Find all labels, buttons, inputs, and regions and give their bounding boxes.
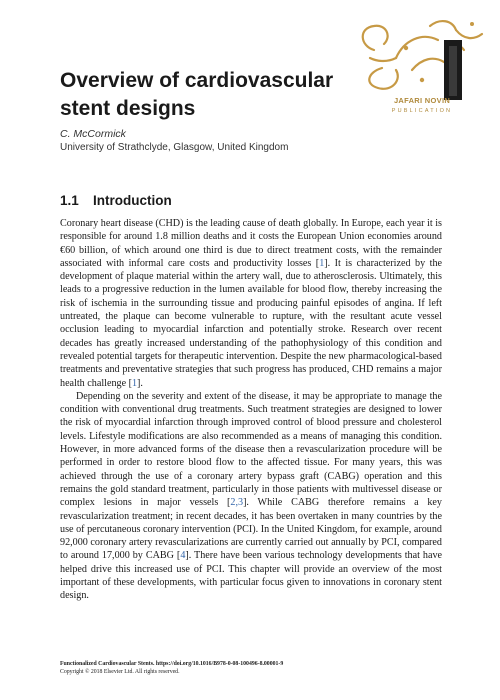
- paragraph-text: ]. There have been various technology developments that have helped drive this increased use of PCI. This chapter will provide an overview of the most important of these developments, with particular focus given to innovations in coronary stent design.: [60, 550, 442, 602]
- section-number: 1.1: [60, 193, 79, 208]
- footer-citation[interactable]: Functionalized Cardiovascular Stents. https://doi.org/10.1016/B978-0-08-100496-8.00001-9: [60, 661, 284, 667]
- page-footer: [60, 660, 480, 676]
- paragraph-text: ]. It is characterized by the development of plaque material within the artery wall, due to atherosclerosis. Ultimately, this leads to a progressive reduction in the lumen available for blood flow, thereby increasing the risk of ischemia in the surrounding tissue and producing painful episodes of angina. If left untreated, the plaque can become vulnerable to rupture, with the resultant acute vessel occlusion leading to myocardial infarction and potentially stroke. Research over recent decades has greatly increased understanding of the pathophysiology of this condition and revealed potential targets for therapeutic intervention. Despite the new pharmacological-based treatments and preventative strategies that such progress has produced, CHD remains a major health challenge [: [60, 257, 442, 389]
- citation-link[interactable]: 1: [319, 257, 325, 269]
- paragraph-text: Depending on the severity and extent of the disease, it may be appropriate to manage the condition with conventional drug treatments. Such treatment strategies are designed to lower the risk of myocardial infarction through improved control of blood pressure and cholesterol levels. Lifestyle modifications are also recommended as a means of managing this condition. However, in more advanced forms of the disease then a revascularization procedure will be performed in order to restore blood flow to the affected tissue. For many years, this was achieved through the use of a coronary artery bypass graft (CABG) operation and this remains the gold standard treatment, particularly in those patients with multivessel disease or complex lesions in major vessels [: [60, 390, 442, 509]
- publisher-logo-emblem: [352, 10, 492, 100]
- publisher-logo-tagline: PUBLICATION: [391, 108, 453, 114]
- footer-copyright: Copyright © 2018 Elsevier Ltd. All rights reserved.: [60, 669, 180, 675]
- paragraph-1: [60, 217, 442, 390]
- section-title: Introduction: [93, 193, 172, 208]
- publisher-logo-name: JAFARI NOVIN: [393, 96, 451, 105]
- paragraph-2: [60, 390, 442, 603]
- citation-link[interactable]: 1: [131, 377, 138, 389]
- section-heading: [60, 193, 172, 208]
- citation-link[interactable]: 4: [180, 550, 186, 562]
- body-text: [60, 217, 442, 603]
- paragraph-text: ].: [137, 377, 143, 389]
- author-affiliation: University of Strathclyde, Glasgow, United Kingdom: [60, 142, 289, 153]
- chapter-title: Overview of cardiovascular stent designs: [60, 69, 334, 120]
- chapter-author: C. McCormick: [60, 128, 126, 140]
- citation-link[interactable]: 2,3: [230, 497, 244, 509]
- publisher-logo: [352, 10, 492, 122]
- paragraph-text: Coronary heart disease (CHD) is the leading cause of death globally. In Europe, each year it is responsible for around 1.8 million deaths and it costs the European Union economies around €60 billion, of which around one third is due to direct treatment costs, with the remainder associated with informal care costs and productivity losses [: [60, 218, 442, 269]
- paragraph-text: ]. While CABG therefore remains a key revascularization treatment; in recent decades, it has been overtaken in many countries by the use of percutaneous coronary intervention (PCI). In the United Kingdom, for example, around 92,000 coronary artery revascularizations are currently carried out annually by PCI, compared to around 17,000 by CABG [: [60, 497, 442, 562]
